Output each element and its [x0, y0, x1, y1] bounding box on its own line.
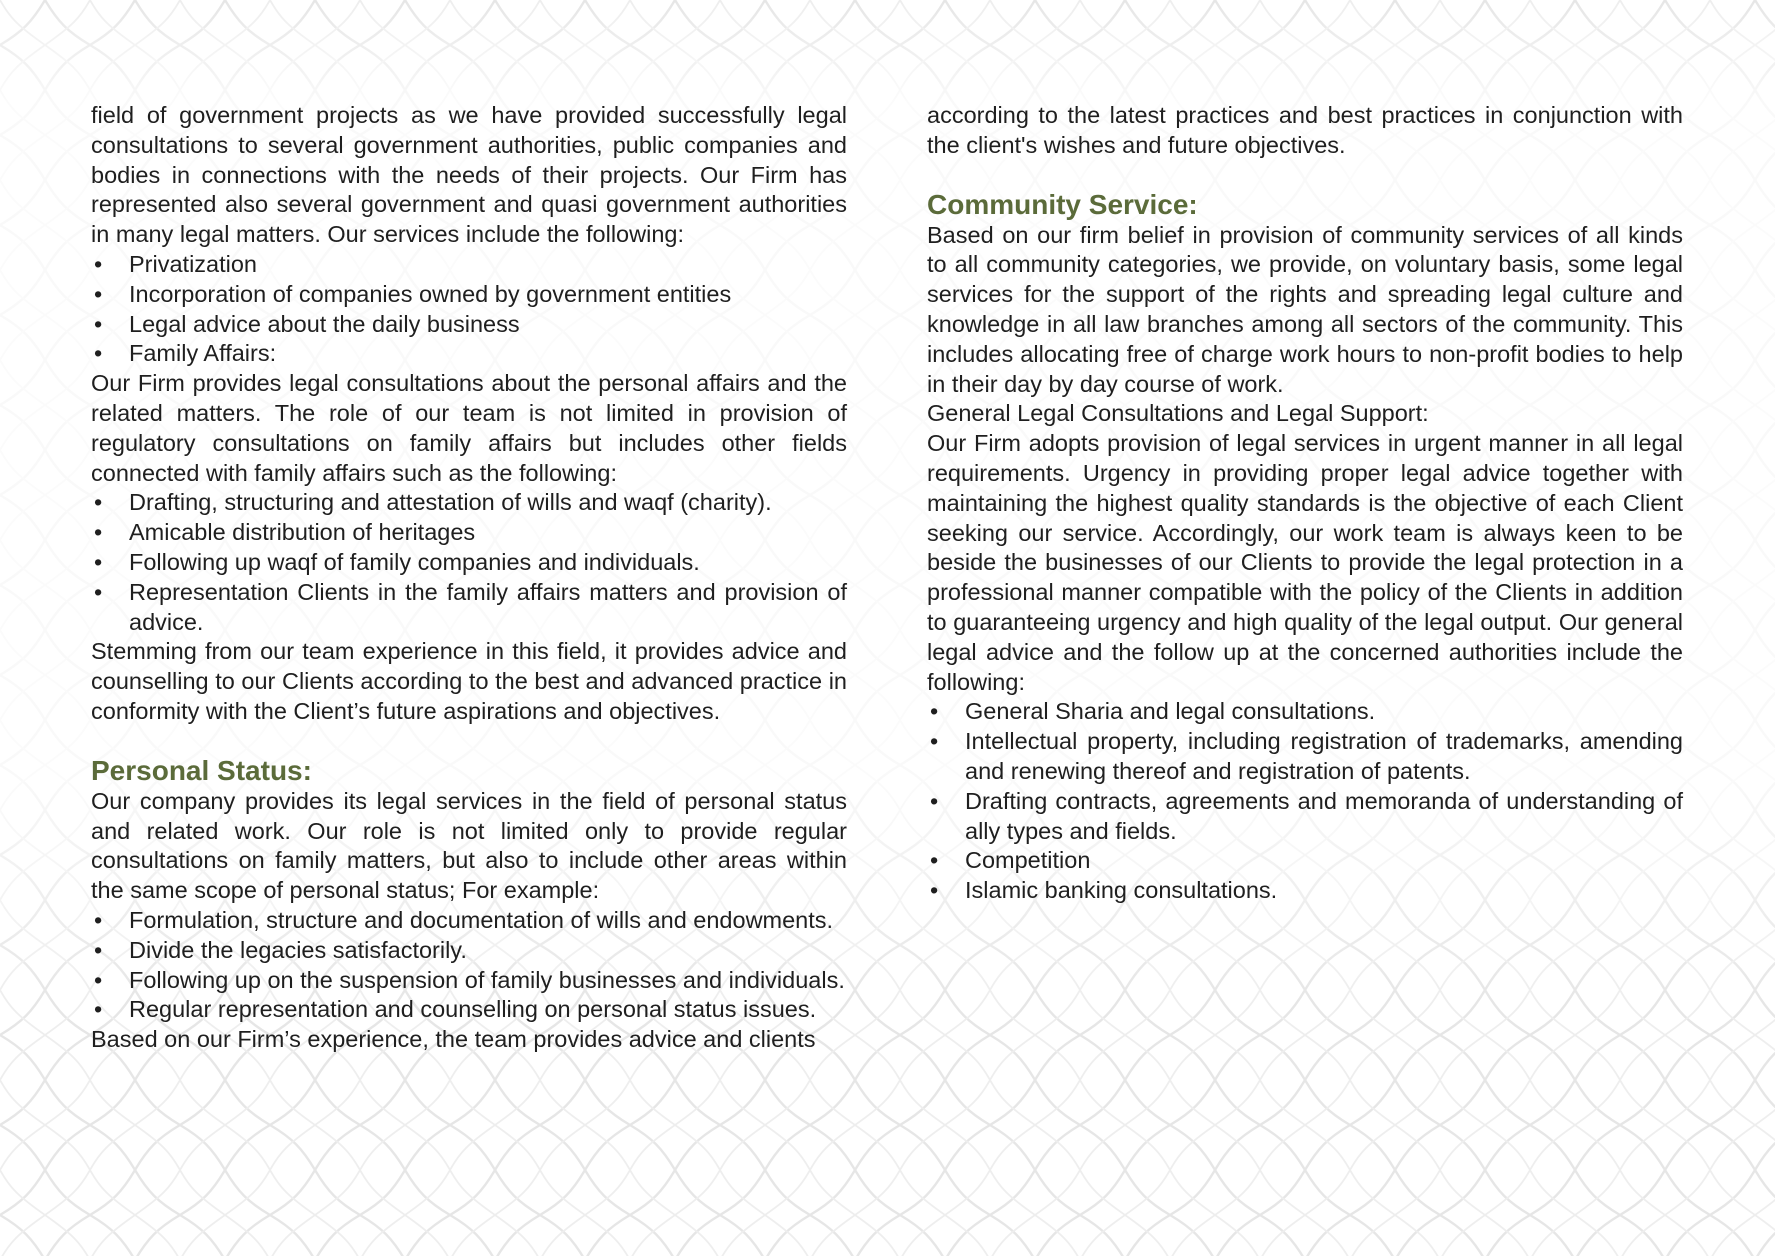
personal-status-heading: Personal Status:: [91, 754, 312, 786]
bullet-icon: •: [94, 250, 103, 277]
bullet-icon: •: [94, 280, 103, 307]
general-services-list: [927, 697, 1683, 906]
list-item: • Formulation, structure and documentation of wills and endowments.: [91, 906, 847, 936]
bullet-icon: •: [94, 340, 103, 367]
list-item: • Representation Clients in the family affairs matters and provision of advice.: [94, 578, 847, 635]
family-closing-paragraph: Stemming from our team experience in this field, it provides advice and counselling to our Clients according to the best and advanced practice in conformity with the Client’s future aspirations and objectives.: [91, 638, 847, 724]
list-item: • Divide the legacies satisfactorily.: [91, 936, 847, 966]
list-item: • Amicable distribution of heritages: [91, 518, 847, 548]
bullet-icon: •: [94, 936, 103, 963]
community-service-paragraph: Based on our firm belief in provision of community services of all kinds to all community categories, we provide, on voluntary basis, some legal services for the support of the rights and spreading legal culture and knowledge in all law branches among all sectors of the community. This includes allocating free of charge work hours to non-profit bodies to help in their day by day course of work.: [927, 221, 1683, 397]
continuation-paragraph: according to the latest practices and best practices in conjunction with the client's wishes and future objectives.: [927, 102, 1683, 158]
list-item: • Family Affairs:: [91, 339, 847, 369]
list-item: • Incorporation of companies owned by government entities: [91, 280, 847, 310]
bullet-icon: •: [94, 489, 103, 516]
community-service-heading: Community Service:: [927, 188, 1198, 220]
bullet-icon: •: [94, 906, 103, 933]
list-item: • Following up waqf of family companies and individuals.: [91, 548, 847, 578]
bullet-icon: •: [930, 728, 939, 755]
list-item: • Intellectual property, including registration of trademarks, amending and renewing thereof and registration of patents.: [930, 728, 1683, 784]
bullet-icon: •: [94, 310, 103, 337]
list-item: • General Sharia and legal consultations.: [927, 697, 1683, 727]
government-projects-paragraph: field of government projects as we have provided successfully legal consultations to several government authorities, public companies and bodies in connections with the needs of their projects. Our Firm has represented also several government and quasi government authorities in many legal matters. Our services include the following:: [91, 102, 847, 248]
list-item: • Drafting, structuring and attestation of wills and waqf (charity).: [91, 488, 847, 518]
bullet-icon: •: [94, 548, 103, 575]
list-item: • Regular representation and counselling on personal status issues.: [91, 995, 847, 1025]
list-item: • Islamic banking consultations.: [927, 876, 1683, 906]
family-affairs-paragraph: Our Firm provides legal consultations about the personal affairs and the related matters. The role of our team is not limited in provision of regulatory consultations on family affairs but includes other fields connected with family affairs such as the following:: [91, 370, 847, 486]
personal-status-list: [91, 906, 847, 1025]
left-column: [91, 101, 847, 1055]
list-item: • Privatization: [91, 250, 847, 280]
family-services-list: [91, 488, 847, 637]
list-item: • Following up on the suspension of family businesses and individuals.: [91, 966, 847, 996]
bullet-icon: •: [930, 877, 939, 904]
general-legal-paragraph: Our Firm adopts provision of legal services in urgent manner in all legal requirements. Urgency in providing proper legal advice together with maintaining the highest quality standards is the objective of each Client seeking our service. Accordingly, our work team is always keen to be beside the businesses of our Clients to provide the legal protection in a professional manner compatible with the policy of the Clients in addition to guaranteeing urgency and high quality of the legal output. Our general legal advice and the follow up at the concerned authorities include the following:: [927, 430, 1683, 695]
personal-status-closing-paragraph: Based on our Firm’s experience, the team provides advice and clients: [91, 1026, 816, 1053]
bullet-icon: •: [930, 847, 939, 874]
bullet-icon: •: [930, 787, 939, 814]
personal-status-paragraph: Our company provides its legal services in the field of personal status and related work. Our role is not limited only to provide regular consultations on family matters, but also to include other areas within the same scope of personal status; For example:: [91, 787, 847, 904]
list-item: • Legal advice about the daily business: [91, 310, 847, 340]
government-services-list: [91, 250, 847, 369]
list-item: • Drafting contracts, agreements and memoranda of understanding of ally types and fields.: [930, 787, 1683, 844]
bullet-icon: •: [930, 698, 939, 725]
list-item: • Competition: [927, 846, 1683, 876]
bullet-icon: •: [94, 578, 103, 605]
bullet-icon: •: [94, 996, 103, 1023]
bullet-icon: •: [94, 966, 103, 993]
right-column: [927, 101, 1683, 906]
general-legal-subheading: General Legal Consultations and Legal Support:: [927, 400, 1429, 427]
bullet-icon: •: [94, 519, 103, 546]
